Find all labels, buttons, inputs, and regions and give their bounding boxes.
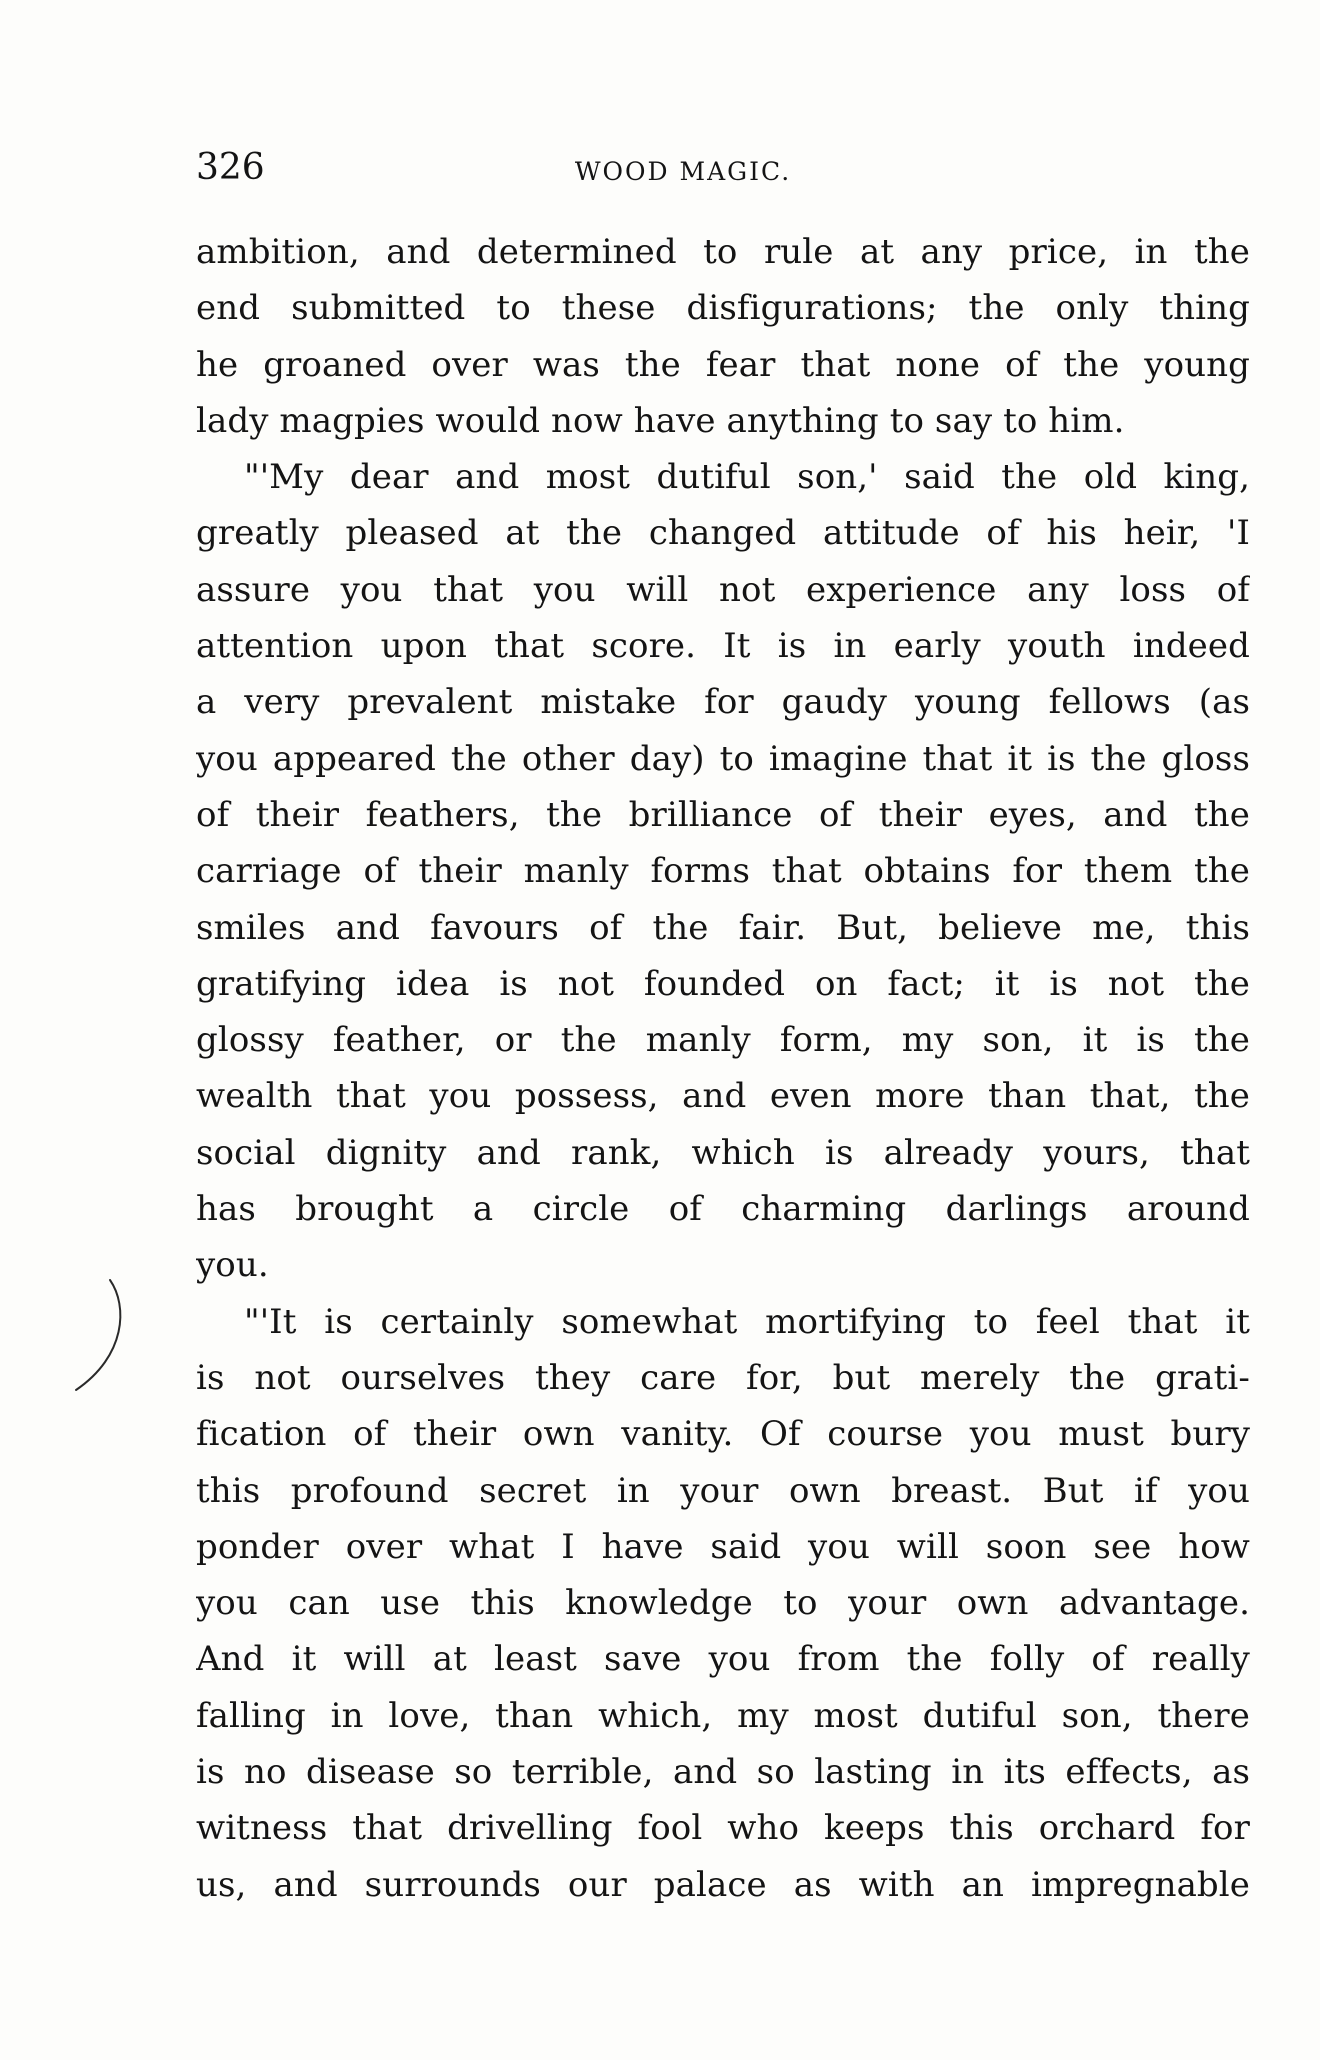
text-line: ambition, and determined to rule at any price, in the	[196, 232, 1250, 272]
text-line: ponder over what I have said you will soon see how	[196, 1526, 1250, 1567]
text-line: you can use this knowledge to your own advantage.	[196, 1583, 1250, 1624]
text-line: smiles and favours of the fair. But, believe me, this	[196, 907, 1250, 948]
text-line: carriage of their manly forms that obtains for them the	[196, 851, 1250, 892]
text-line: is no disease so terrible, and so lasting in its effects, as	[196, 1752, 1250, 1793]
text-line: of their feathers, the brilliance of their eyes, and the	[196, 794, 1250, 835]
text-line: fication of their own vanity. Of course you must bury	[196, 1414, 1250, 1455]
text-line: witness that drivelling fool who keeps this orchard for	[196, 1808, 1250, 1849]
text-line: greatly pleased at the changed attitude of his heir, 'I	[196, 513, 1250, 554]
text-line: us, and surrounds our palace as with an impregnable	[196, 1864, 1250, 1905]
text-line: attention upon that score. It is in early youth indeed	[196, 626, 1250, 667]
body-text	[196, 224, 1250, 1913]
text-line: assure you that you will not experience any loss of	[196, 569, 1250, 610]
text-line: "'My dear and most dutiful son,' said the old king,	[244, 457, 1250, 498]
text-line: gratifying idea is not founded on fact; it is not the	[196, 963, 1250, 1004]
text-line: this profound secret in your own breast. But if you	[196, 1470, 1250, 1511]
page-header	[196, 148, 1250, 188]
text-line: "'It is certainly somewhat mortifying to feel that it	[244, 1301, 1250, 1342]
text-line: you.	[196, 1245, 269, 1286]
text-line: has brought a circle of charming darlings around	[196, 1189, 1250, 1230]
running-title: WOOD MAGIC.	[574, 157, 792, 186]
text-line: is not ourselves they care for, but merely the grati-	[196, 1357, 1250, 1398]
text-line: social dignity and rank, which is already yours, that	[196, 1132, 1250, 1173]
text-line: end submitted to these disfigurations; the only thing	[196, 288, 1250, 329]
text-line: And it will at least save you from the folly of really	[196, 1639, 1250, 1680]
text-line: falling in love, than which, my most dutiful son, there	[196, 1695, 1250, 1736]
text-line: lady magpies would now have anything to say to him.	[196, 400, 1125, 441]
text-line: you appeared the other day) to imagine that it is the gloss	[196, 738, 1250, 779]
text-line: glossy feather, or the manly form, my son, it is the	[196, 1020, 1250, 1061]
margin-pencil-mark	[68, 1276, 128, 1396]
text-line: a very prevalent mistake for gaudy young fellows (as	[196, 682, 1250, 723]
text-line: he groaned over was the fear that none of the young	[196, 344, 1250, 385]
page-number: 326	[196, 147, 265, 188]
text-line: wealth that you possess, and even more than that, the	[196, 1076, 1250, 1117]
